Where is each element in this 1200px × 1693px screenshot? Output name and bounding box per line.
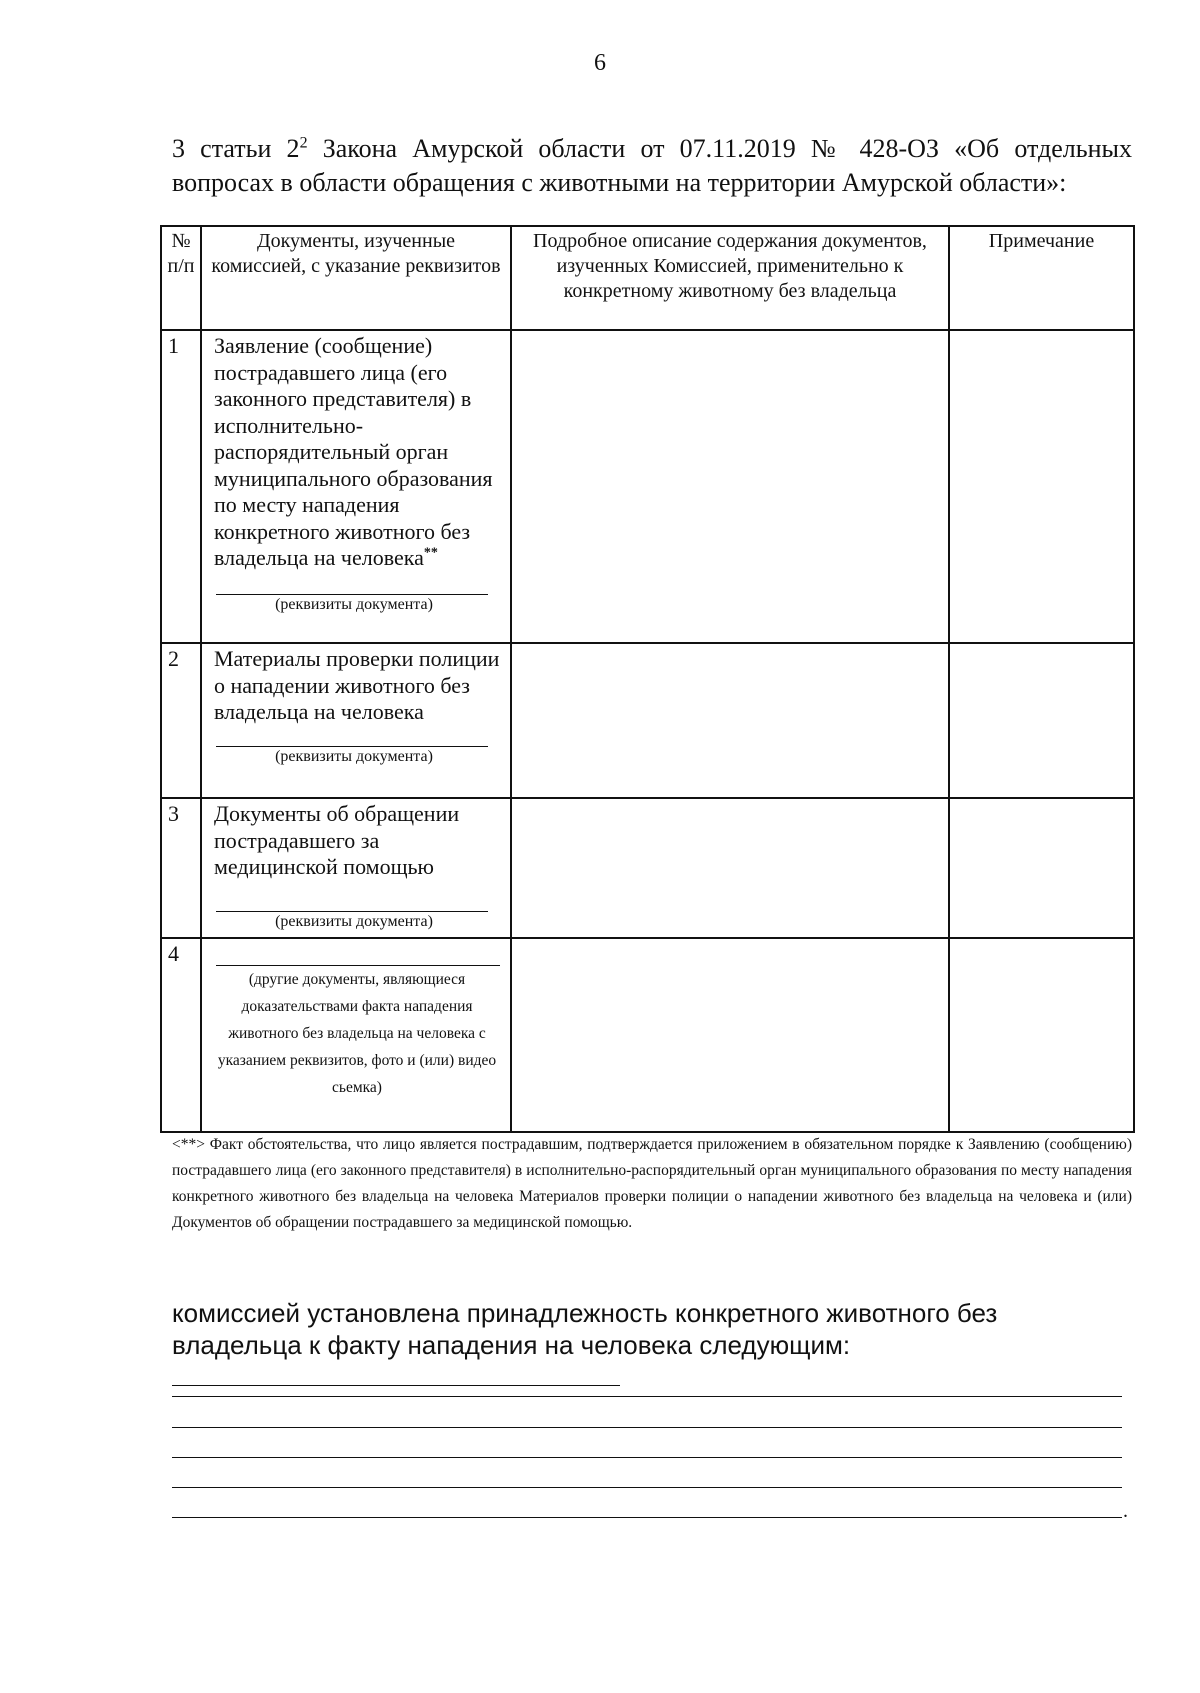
row-document-cell [201, 643, 511, 798]
row-note-cell[interactable] [949, 330, 1134, 643]
row-description-cell[interactable] [511, 643, 949, 798]
table-row [161, 330, 1134, 643]
requisites-caption: (реквизиты документа) [275, 912, 433, 930]
intro-paragraph [172, 132, 1132, 200]
footnote-mark: ** [423, 545, 438, 561]
row-document-text: Материалы проверки полиции о нападении животного без владельца на человека [214, 646, 500, 724]
other-documents-caption: (другие документы, являющиеся доказательствами факта нападения животного без владельца на человека с указанием реквизитов, фото и (или) видео сьемка) [217, 971, 497, 1096]
row-description-cell[interactable] [511, 798, 949, 938]
table-row [161, 938, 1134, 1132]
page-number: 6 [594, 50, 606, 76]
row-note-cell[interactable] [949, 643, 1134, 798]
row-document-cell [201, 330, 511, 643]
row-document-text: Документы об обращении пострадавшего за медицинской помощью [214, 801, 460, 879]
fill-line[interactable] [172, 1517, 1122, 1518]
requisites-caption: (реквизиты документа) [275, 595, 433, 613]
header-documents: Документы, изученные комиссией, с указание реквизитов [201, 226, 511, 330]
row-number: 4 [161, 938, 201, 1132]
table-row [161, 643, 1134, 798]
row-note-cell[interactable] [949, 798, 1134, 938]
intro-text: Закона Амурской области от 07.11.2019 № 428-ОЗ «Об отдельных вопросах в области обращения с животными на территории Амурской области»: [172, 134, 1132, 197]
row-number: 3 [161, 798, 201, 938]
fill-line[interactable] [172, 1427, 1122, 1428]
requisites-caption: (реквизиты документа) [275, 747, 433, 765]
intro-superscript: 2 [299, 134, 308, 152]
fill-line[interactable] [172, 1396, 1122, 1397]
row-note-cell[interactable] [949, 938, 1134, 1132]
row-number: 1 [161, 330, 201, 643]
intro-prefix: 3 статьи 2 [172, 134, 300, 163]
final-dot: . [1123, 1500, 1128, 1522]
row-number: 2 [161, 643, 201, 798]
table-row [161, 798, 1134, 938]
row-description-cell[interactable] [511, 938, 949, 1132]
row-document-text: Заявление (сообщение) пострадавшего лица (его законного представителя) в исполнительно-распорядительный орган муниципального образования по месту нападения конкретного животного без владельца на человека** [214, 333, 493, 570]
header-description: Подробное описание содержания документов, изученных Комиссией, применительно к конкретному животному без владельца [511, 226, 949, 330]
footnote: <**> Факт обстоятельства, что лицо является пострадавшим, подтверждается приложением в обязательном порядке к Заявлению (сообщению) пострадавшего лица (его законного представителя) в исполнительно-распорядительный орган муниципального образования по месту нападения конкретного животного без владельца на человека Материалов проверки полиции о нападении животного без владельца на человека и (или) Документов об обращении пострадавшего за медицинской помощью. [172, 1136, 1132, 1231]
fill-line[interactable] [172, 1457, 1122, 1458]
fill-line[interactable] [172, 1487, 1122, 1488]
conclusion-text: комиссией установлена принадлежность конкретного животного без владельца к факту нападения на человека следующим: [172, 1298, 998, 1360]
header-note: Примечание [949, 226, 1134, 330]
row-document-cell [201, 938, 511, 1132]
conclusion-paragraph [172, 1297, 1134, 1393]
row-document-cell [201, 798, 511, 938]
header-number: № п/п [161, 226, 201, 330]
table-header-row [161, 226, 1134, 330]
documents-table [160, 225, 1135, 1133]
row-description-cell[interactable] [511, 330, 949, 643]
conclusion-blank[interactable] [172, 1363, 620, 1386]
